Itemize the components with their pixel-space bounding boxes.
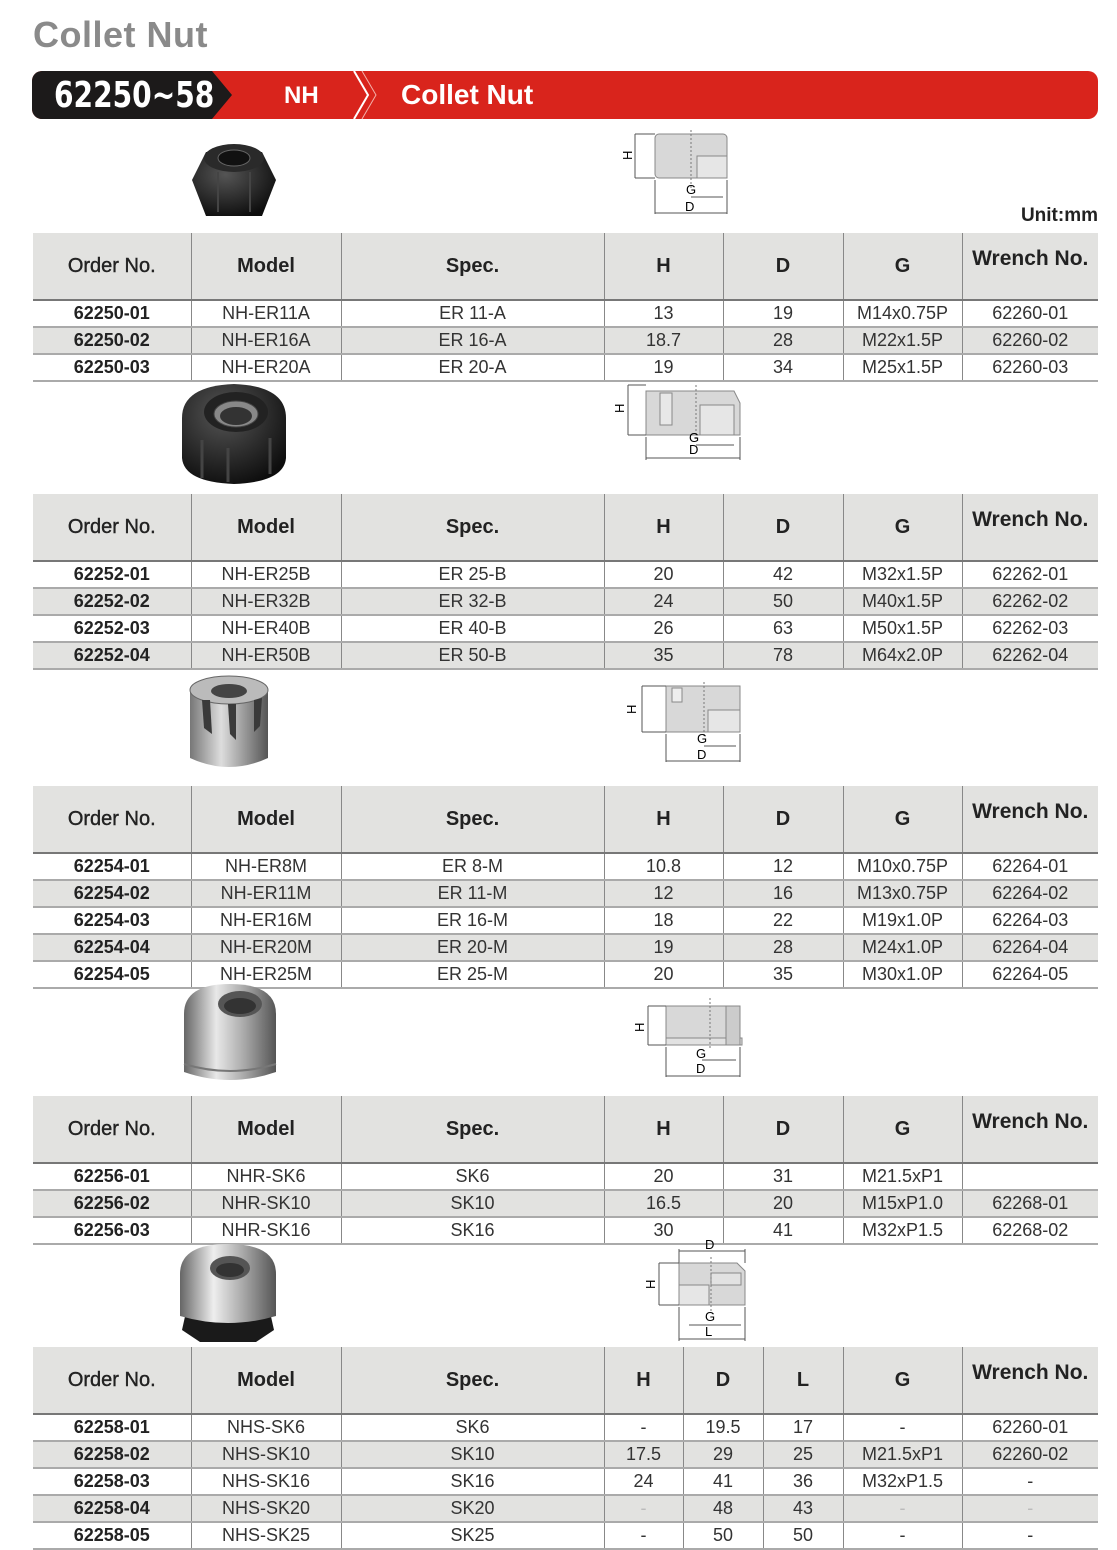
column-header: H xyxy=(604,1096,723,1163)
diagram-g-label: G xyxy=(689,430,700,445)
table-cell: 50 xyxy=(723,588,843,615)
column-header: Model xyxy=(191,786,341,853)
column-header: Spec. xyxy=(341,1347,604,1414)
column-header: Wrench No. xyxy=(962,494,1098,561)
order-number-cell: 62256-01 xyxy=(33,1163,191,1190)
column-header: Spec. xyxy=(341,786,604,853)
banner-code: 62250~58 xyxy=(54,75,215,116)
table-cell: 29 xyxy=(683,1441,763,1468)
table-cell: 62264-01 xyxy=(962,853,1098,880)
table-cell: 36 xyxy=(763,1468,843,1495)
table-cell: M21.5xP1 xyxy=(843,1163,962,1190)
table-cell: 17.5 xyxy=(604,1441,683,1468)
table-cell: 41 xyxy=(683,1468,763,1495)
table-cell: 62262-02 xyxy=(962,588,1098,615)
table-cell: ER 16-A xyxy=(341,327,604,354)
diagram-h-label: H xyxy=(632,1022,647,1032)
table-cell: M14x0.75P xyxy=(843,300,962,327)
table-cell: ER 25-M xyxy=(341,961,604,988)
table-cell: 28 xyxy=(723,327,843,354)
table-cell: SK25 xyxy=(341,1522,604,1549)
order-number-cell: 62250-03 xyxy=(33,354,191,381)
table-cell: NHR-SK10 xyxy=(191,1190,341,1217)
order-number-cell: 62252-01 xyxy=(33,561,191,588)
spec-table-62250 xyxy=(33,233,1098,382)
column-header: G xyxy=(843,1096,962,1163)
order-number-cell: 62258-05 xyxy=(33,1522,191,1549)
table-row xyxy=(33,300,1098,327)
column-header: H xyxy=(604,494,723,561)
steel-mini-collet-nut-photo xyxy=(184,668,274,776)
diagram-d-label: D xyxy=(696,1061,706,1076)
table-cell: - xyxy=(962,1468,1098,1495)
column-header: D xyxy=(723,233,843,300)
table-cell: 12 xyxy=(604,880,723,907)
column-header: L xyxy=(763,1347,843,1414)
column-header: Wrench No. xyxy=(962,786,1098,853)
table-cell: NHR-SK16 xyxy=(191,1217,341,1244)
table-row xyxy=(33,588,1098,615)
table-row xyxy=(33,907,1098,934)
column-header: Wrench No. xyxy=(962,1096,1098,1163)
black-slotted-collet-nut-photo xyxy=(172,378,296,486)
column-header: Order No. xyxy=(33,786,191,853)
table-header-row xyxy=(33,786,1098,853)
table-cell: M32x1.5P xyxy=(843,561,962,588)
table-cell: 19 xyxy=(604,934,723,961)
banner-subtitle: Collet Nut xyxy=(401,79,534,110)
table-cell: 20 xyxy=(604,561,723,588)
table-cell: NHS-SK16 xyxy=(191,1468,341,1495)
table-cell: ER 8-M xyxy=(341,853,604,880)
table-cell: 62268-01 xyxy=(962,1190,1098,1217)
page-title: Collet Nut xyxy=(33,14,208,55)
table-cell: 26 xyxy=(604,615,723,642)
black-hex-collet-nut-photo xyxy=(188,132,280,224)
order-number-cell: 62252-03 xyxy=(33,615,191,642)
column-header: D xyxy=(683,1347,763,1414)
table-cell: 10.8 xyxy=(604,853,723,880)
table-row xyxy=(33,1414,1098,1441)
column-header: D xyxy=(723,494,843,561)
table-cell: 16.5 xyxy=(604,1190,723,1217)
table-cell: 63 xyxy=(723,615,843,642)
table-cell: 62260-01 xyxy=(962,300,1098,327)
table-cell: 18 xyxy=(604,907,723,934)
table-cell: NHS-SK25 xyxy=(191,1522,341,1549)
table-cell: NH-ER20M xyxy=(191,934,341,961)
column-header: Order No. xyxy=(33,494,191,561)
table-cell: ER 11-A xyxy=(341,300,604,327)
table-cell: 78 xyxy=(723,642,843,669)
diagram-h-label: H xyxy=(620,150,635,160)
column-header: Spec. xyxy=(341,494,604,561)
table-header-row xyxy=(33,1096,1098,1163)
table-cell: SK10 xyxy=(341,1190,604,1217)
table-cell: 17 xyxy=(763,1414,843,1441)
dimension-diagram-icon xyxy=(620,680,745,764)
table-header-row xyxy=(33,494,1098,561)
column-header: H xyxy=(604,786,723,853)
order-number-cell: 62258-01 xyxy=(33,1414,191,1441)
table-row xyxy=(33,615,1098,642)
table-cell: M13x0.75P xyxy=(843,880,962,907)
column-header: D xyxy=(723,786,843,853)
diagram-d-label: D xyxy=(685,199,695,214)
table-cell: ER 50-B xyxy=(341,642,604,669)
diagram-h-label: H xyxy=(612,403,627,413)
table-cell: M50x1.5P xyxy=(843,615,962,642)
table-row xyxy=(33,1468,1098,1495)
table-cell: 19.5 xyxy=(683,1414,763,1441)
table-cell: 30 xyxy=(604,1217,723,1244)
table-cell: M25x1.5P xyxy=(843,354,962,381)
order-number-cell: 62254-01 xyxy=(33,853,191,880)
order-number-cell: 62254-03 xyxy=(33,907,191,934)
table-cell: 20 xyxy=(604,961,723,988)
table-cell: NH-ER16A xyxy=(191,327,341,354)
table-cell: NH-ER8M xyxy=(191,853,341,880)
table-cell: ER 20-A xyxy=(341,354,604,381)
table-cell: 35 xyxy=(604,642,723,669)
column-header: H xyxy=(604,1347,683,1414)
table-cell: M10x0.75P xyxy=(843,853,962,880)
table-cell: ER 16-M xyxy=(341,907,604,934)
table-cell: NH-ER16M xyxy=(191,907,341,934)
order-number-cell: 62254-04 xyxy=(33,934,191,961)
table-cell: 62264-04 xyxy=(962,934,1098,961)
table-header-row xyxy=(33,1347,1098,1414)
table-cell: ER 20-M xyxy=(341,934,604,961)
column-header: G xyxy=(843,786,962,853)
table-cell: NH-ER50B xyxy=(191,642,341,669)
column-header: D xyxy=(723,1096,843,1163)
table-cell: 20 xyxy=(723,1190,843,1217)
column-header: Wrench No. xyxy=(962,233,1098,300)
table-cell: - xyxy=(604,1414,683,1441)
table-cell: NH-ER11A xyxy=(191,300,341,327)
table-row xyxy=(33,880,1098,907)
table-cell: ER 25-B xyxy=(341,561,604,588)
table-cell: NHR-SK6 xyxy=(191,1163,341,1190)
dimension-diagram-icon xyxy=(645,1235,750,1343)
order-number-cell: 62258-04 xyxy=(33,1495,191,1522)
steel-hex-base-sk-nut-photo xyxy=(176,1240,280,1344)
order-number-cell: 62250-01 xyxy=(33,300,191,327)
table-cell: M40x1.5P xyxy=(843,588,962,615)
diagram-d-label: D xyxy=(705,1237,715,1252)
table-cell: 62268-02 xyxy=(962,1217,1098,1244)
table-cell: NHS-SK10 xyxy=(191,1441,341,1468)
table-cell: ER 32-B xyxy=(341,588,604,615)
table-cell: NHS-SK6 xyxy=(191,1414,341,1441)
table-cell: 48 xyxy=(683,1495,763,1522)
table-cell: M32xP1.5 xyxy=(843,1468,962,1495)
table-cell: M24x1.0P xyxy=(843,934,962,961)
dimension-diagram-icon xyxy=(615,130,735,215)
table-row xyxy=(33,1163,1098,1190)
column-header: H xyxy=(604,233,723,300)
table-cell: M21.5xP1 xyxy=(843,1441,962,1468)
table-row xyxy=(33,354,1098,381)
table-cell: 20 xyxy=(604,1163,723,1190)
order-number-cell: 62258-03 xyxy=(33,1468,191,1495)
table-cell: 62264-03 xyxy=(962,907,1098,934)
spec-table-62256 xyxy=(33,1096,1098,1245)
order-number-cell: 62256-03 xyxy=(33,1217,191,1244)
column-header: Order No. xyxy=(33,1096,191,1163)
column-header: Spec. xyxy=(341,1096,604,1163)
diagram-l-label: L xyxy=(705,1324,713,1339)
table-row xyxy=(33,327,1098,354)
order-number-cell: 62250-02 xyxy=(33,327,191,354)
dimension-diagram-icon xyxy=(610,383,745,461)
table-cell: 62262-01 xyxy=(962,561,1098,588)
table-row xyxy=(33,1190,1098,1217)
table-cell: 18.7 xyxy=(604,327,723,354)
table-cell: NHS-SK20 xyxy=(191,1495,341,1522)
table-cell: SK6 xyxy=(341,1163,604,1190)
table-cell: 35 xyxy=(723,961,843,988)
table-cell: - xyxy=(843,1414,962,1441)
section-banner xyxy=(32,71,1098,119)
table-cell: SK10 xyxy=(341,1441,604,1468)
column-header: Model xyxy=(191,233,341,300)
table-cell: 28 xyxy=(723,934,843,961)
table-cell: M19x1.0P xyxy=(843,907,962,934)
table-cell: 12 xyxy=(723,853,843,880)
order-number-cell: 62258-02 xyxy=(33,1441,191,1468)
table-cell: - xyxy=(962,1522,1098,1549)
table-header-row xyxy=(33,233,1098,300)
diagram-d-label: D xyxy=(689,442,699,457)
table-cell: NH-ER25B xyxy=(191,561,341,588)
table-cell: 24 xyxy=(604,588,723,615)
column-header: G xyxy=(843,494,962,561)
spec-table-62258 xyxy=(33,1347,1098,1550)
table-cell: M22x1.5P xyxy=(843,327,962,354)
table-cell: 62260-02 xyxy=(962,327,1098,354)
table-cell: 62260-03 xyxy=(962,354,1098,381)
table-cell: 25 xyxy=(763,1441,843,1468)
table-row xyxy=(33,642,1098,669)
table-cell: 24 xyxy=(604,1468,683,1495)
table-cell: 62262-03 xyxy=(962,615,1098,642)
table-cell: 13 xyxy=(604,300,723,327)
table-cell: 34 xyxy=(723,354,843,381)
table-cell: - xyxy=(843,1522,962,1549)
order-number-cell: 62252-04 xyxy=(33,642,191,669)
table-cell: 62260-01 xyxy=(962,1414,1098,1441)
table-cell: 19 xyxy=(723,300,843,327)
table-row xyxy=(33,853,1098,880)
column-header: Order No. xyxy=(33,1347,191,1414)
table-cell: 19 xyxy=(604,354,723,381)
diagram-g-label: G xyxy=(696,1046,707,1061)
order-number-cell: 62254-02 xyxy=(33,880,191,907)
table-cell: NH-ER32B xyxy=(191,588,341,615)
column-header: G xyxy=(843,233,962,300)
order-number-cell: 62254-05 xyxy=(33,961,191,988)
table-cell: - xyxy=(962,1495,1098,1522)
order-number-cell: 62256-02 xyxy=(33,1190,191,1217)
table-cell: - xyxy=(604,1522,683,1549)
table-row xyxy=(33,1495,1098,1522)
table-cell: M64x2.0P xyxy=(843,642,962,669)
table-cell: NH-ER25M xyxy=(191,961,341,988)
column-header: Model xyxy=(191,1347,341,1414)
table-cell: - xyxy=(604,1495,683,1522)
spec-table-62252 xyxy=(33,494,1098,670)
table-cell: M32xP1.5 xyxy=(843,1217,962,1244)
table-cell: SK6 xyxy=(341,1414,604,1441)
column-header: G xyxy=(843,1347,962,1414)
table-cell: NH-ER20A xyxy=(191,354,341,381)
column-header: Spec. xyxy=(341,233,604,300)
table-cell: 16 xyxy=(723,880,843,907)
table-cell: 62260-02 xyxy=(962,1441,1098,1468)
column-header: Wrench No. xyxy=(962,1347,1098,1414)
diagram-h-label: H xyxy=(624,704,639,714)
order-number-cell: 62252-02 xyxy=(33,588,191,615)
diagram-g-label: G xyxy=(686,182,697,197)
table-cell: 62262-04 xyxy=(962,642,1098,669)
table-cell: 50 xyxy=(763,1522,843,1549)
table-cell: ER 11-M xyxy=(341,880,604,907)
spec-table-62254 xyxy=(33,786,1098,989)
table-row xyxy=(33,1522,1098,1549)
table-cell xyxy=(962,1163,1098,1190)
table-cell: 22 xyxy=(723,907,843,934)
table-row xyxy=(33,561,1098,588)
chevron-divider-icon xyxy=(350,71,390,119)
table-cell: M15xP1.0 xyxy=(843,1190,962,1217)
table-row xyxy=(33,934,1098,961)
table-cell: ER 40-B xyxy=(341,615,604,642)
diagram-g-label: G xyxy=(697,731,708,746)
table-cell: SK16 xyxy=(341,1217,604,1244)
table-cell: 50 xyxy=(683,1522,763,1549)
column-header: Model xyxy=(191,1096,341,1163)
table-cell: - xyxy=(843,1495,962,1522)
table-cell: 31 xyxy=(723,1163,843,1190)
banner-series: NH xyxy=(284,82,319,109)
table-cell: NH-ER11M xyxy=(191,880,341,907)
diagram-d-label: D xyxy=(697,747,707,762)
table-row xyxy=(33,1441,1098,1468)
diagram-h-label: H xyxy=(643,1279,658,1289)
table-cell: 62264-05 xyxy=(962,961,1098,988)
table-cell: SK20 xyxy=(341,1495,604,1522)
table-cell: 41 xyxy=(723,1217,843,1244)
table-cell: M30x1.0P xyxy=(843,961,962,988)
steel-round-sk-nut-photo xyxy=(180,980,280,1088)
unit-label: Unit:mm xyxy=(1020,205,1098,226)
dimension-diagram-icon xyxy=(632,998,747,1078)
column-header: Model xyxy=(191,494,341,561)
table-cell: NH-ER40B xyxy=(191,615,341,642)
diagram-g-label: G xyxy=(705,1309,716,1324)
column-header: Order No. xyxy=(33,233,191,300)
table-cell: 62264-02 xyxy=(962,880,1098,907)
table-cell: SK16 xyxy=(341,1468,604,1495)
table-cell: 43 xyxy=(763,1495,843,1522)
table-cell: 42 xyxy=(723,561,843,588)
